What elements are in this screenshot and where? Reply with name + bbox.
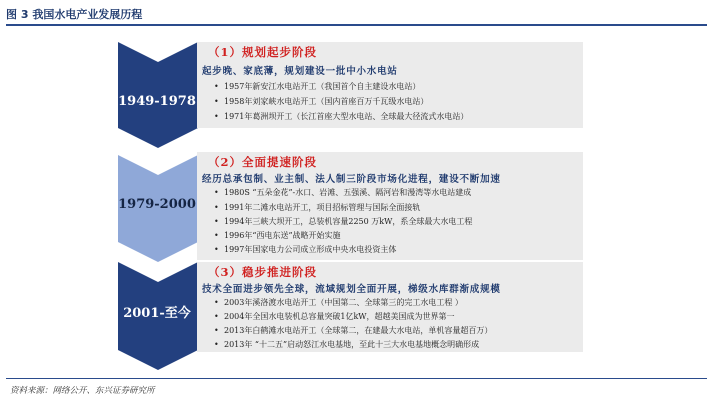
stage-3-event: • 2004年全国水电装机总容量突破1亿kW，超越美国成为世界第一 bbox=[214, 312, 455, 321]
stage-1-description: 起步晚、家底薄，规划建设一批中小水电站 bbox=[202, 66, 398, 77]
stage-2-event: • 1996年“西电东送”战略开始实施 bbox=[214, 231, 341, 240]
period-label-2: 1979-2000 bbox=[118, 197, 196, 212]
stage-1-title: （1）规划起步阶段 bbox=[208, 45, 318, 59]
figure-title: 图 3 我国水电产业发展历程 bbox=[6, 8, 143, 21]
stage-2-event: • 1994年三峡大坝开工，总装机容量2250 万kW，系全球最大水电工程 bbox=[214, 217, 473, 226]
stage-2-description: 经历总承包制、业主制、法人制三阶段市场化进程，建设不断加速 bbox=[202, 174, 501, 185]
stage-3-event: • 2013年 “十二五”启动怒江水电基地，至此十三大水电基地概念明确形成 bbox=[214, 340, 480, 349]
stage-2-event: • 1997年国家电力公司成立形成中央水电投资主体 bbox=[214, 245, 397, 254]
period-label-1: 1949-1978 bbox=[118, 94, 196, 109]
period-label-3: 2001-至今 bbox=[123, 306, 191, 321]
stage-1-event: • 1958年刘家峡水电站开工（国内首座百万千瓦级水电站） bbox=[214, 97, 429, 106]
source-note: 资料来源：网络公开、东兴证券研究所 bbox=[10, 386, 155, 396]
stage-3-event: • 2013年白鹤滩水电站开工（全球第二，在建最大水电站，单机容量超百万） bbox=[214, 326, 493, 335]
stage-2-event: • 1991年二滩水电站开工，项目招标管理与国际全面接轨 bbox=[214, 203, 421, 212]
stage-2-title: （2）全面提速阶段 bbox=[208, 155, 318, 169]
bottom-divider bbox=[6, 378, 707, 379]
stage-2-event: • 1980S “五朵金花”-水口、岩滩、五强溪、隔河岩和漫湾等水电站建成 bbox=[214, 188, 472, 197]
stage-1-event: • 1957年新安江水电站开工（我国首个自主建设水电站） bbox=[214, 82, 421, 91]
stage-3-description: 技术全面进步领先全球，流域规划全面开展，梯级水库群渐成规模 bbox=[202, 284, 501, 295]
stage-1-event: • 1971年葛洲坝开工（长江首座大型水电站、全球最大径流式水电站） bbox=[214, 112, 469, 121]
stage-3-title: （3）稳步推进阶段 bbox=[208, 265, 318, 279]
stage-3-event: • 2003年溪洛渡水电站开工（中国第二、全球第三的完工水电工程 ） bbox=[214, 298, 463, 307]
